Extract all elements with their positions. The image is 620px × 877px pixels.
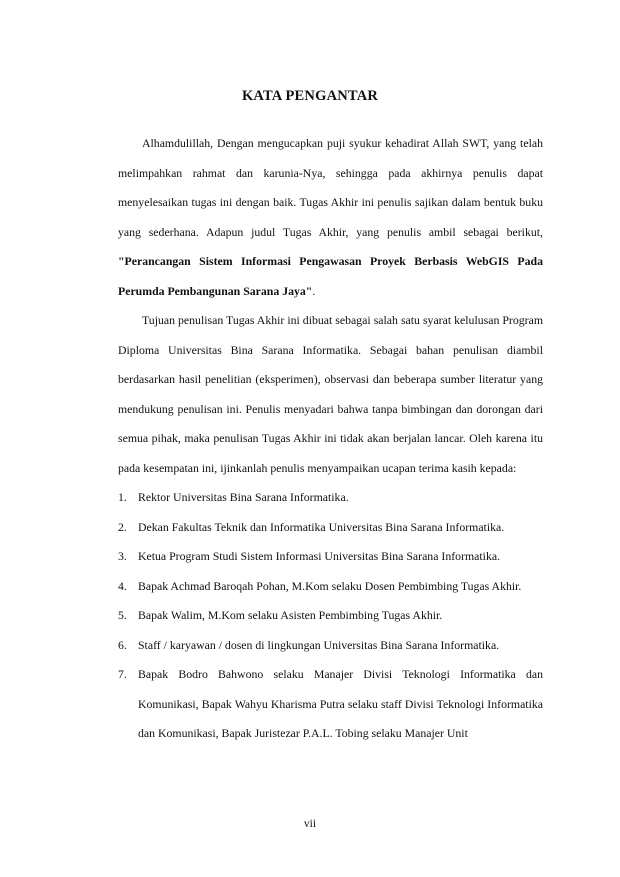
list-item-number: 3.: [118, 549, 127, 563]
list-item-number: 2.: [118, 519, 127, 534]
list-item: [118, 601, 543, 631]
page-number: vii: [303, 818, 317, 830]
list-item-text: Staff / karyawan / dosen di lingkungan Universitas Bina Sarana Informatika.: [138, 637, 500, 652]
list-item-number: 4.: [118, 578, 127, 593]
acknowledgement-list: [118, 483, 543, 749]
list-item: [118, 513, 543, 543]
list-item-text: Rektor Universitas Bina Sarana Informatika.: [138, 490, 349, 504]
paragraph-intro-end: .: [312, 283, 316, 298]
list-item-number: 1.: [118, 490, 127, 504]
list-item: [118, 542, 543, 572]
list-item: [118, 572, 543, 602]
list-item-number: 7.: [118, 667, 127, 681]
list-item: [118, 483, 543, 513]
body-text: [118, 129, 543, 749]
paragraph-purpose: Tujuan penulisan Tugas Akhir ini dibuat sebagai salah satu syarat kelulusan Program Diploma Universitas Bina Sarana Informatika. Sebagai bahan penulisan diambil berdasarkan hasil penelitian (eksperimen), observasi dan beberapa sumber literatur yang mendukung penulisan ini. Penulis menyadari bahwa tanpa bimbingan dan dorongan dari semua pihak, maka penulisan Tugas Akhir ini tidak akan berjalan lancar. Oleh karena itu pada kesempatan ini, ijinkanlah penulis menyampaikan ucapan terima kasih kepada:: [118, 313, 543, 475]
paragraph-intro-text: Alhamdulillah, Dengan mengucapkan puji syukur kehadirat Allah SWT, yang telah melimpahkan rahmat dan karunia-Nya, sehingga pada akhirnya penulis dapat menyelesaikan tugas ini dengan baik. Tugas Akhir ini penulis sajikan dalam bentuk buku yang sederhana. Adapun judul Tugas Akhir, yang penulis ambil sebagai berikut,: [118, 136, 543, 239]
list-item-number: 5.: [118, 608, 127, 622]
list-item-text: Bapak Bodro Bahwono selaku Manajer Divisi Teknologi Informatika dan Komunikasi, Bapak Wahyu Kharisma Putra selaku staff Divisi Teknologi Informatika dan Komunikasi, Bapak Juristezar P.A.L. Tobing selaku Manajer Unit: [138, 667, 543, 740]
list-item-text: Bapak Walim, M.Kom selaku Asisten Pembimbing Tugas Akhir.: [138, 608, 443, 622]
list-item-text: Bapak Achmad Baroqah Pohan, M.Kom selaku Dosen Pembimbing Tugas Akhir.: [138, 578, 522, 593]
list-item-text: Dekan Fakultas Teknik dan Informatika Universitas Bina Sarana Informatika.: [138, 519, 505, 534]
list-item-text: Ketua Program Studi Sistem Informasi Universitas Bina Sarana Informatika.: [138, 549, 501, 563]
paragraph-intro: [118, 129, 543, 306]
list-item: [118, 631, 543, 661]
list-item-number: 6.: [118, 637, 127, 652]
thesis-title: "Perancangan Sistem Informasi Pengawasan Proyek Berbasis WebGIS Pada Perumda Pembangunan Sarana Jaya": [118, 254, 543, 298]
page-title: KATA PENGANTAR: [241, 88, 379, 104]
list-item: [118, 660, 543, 749]
